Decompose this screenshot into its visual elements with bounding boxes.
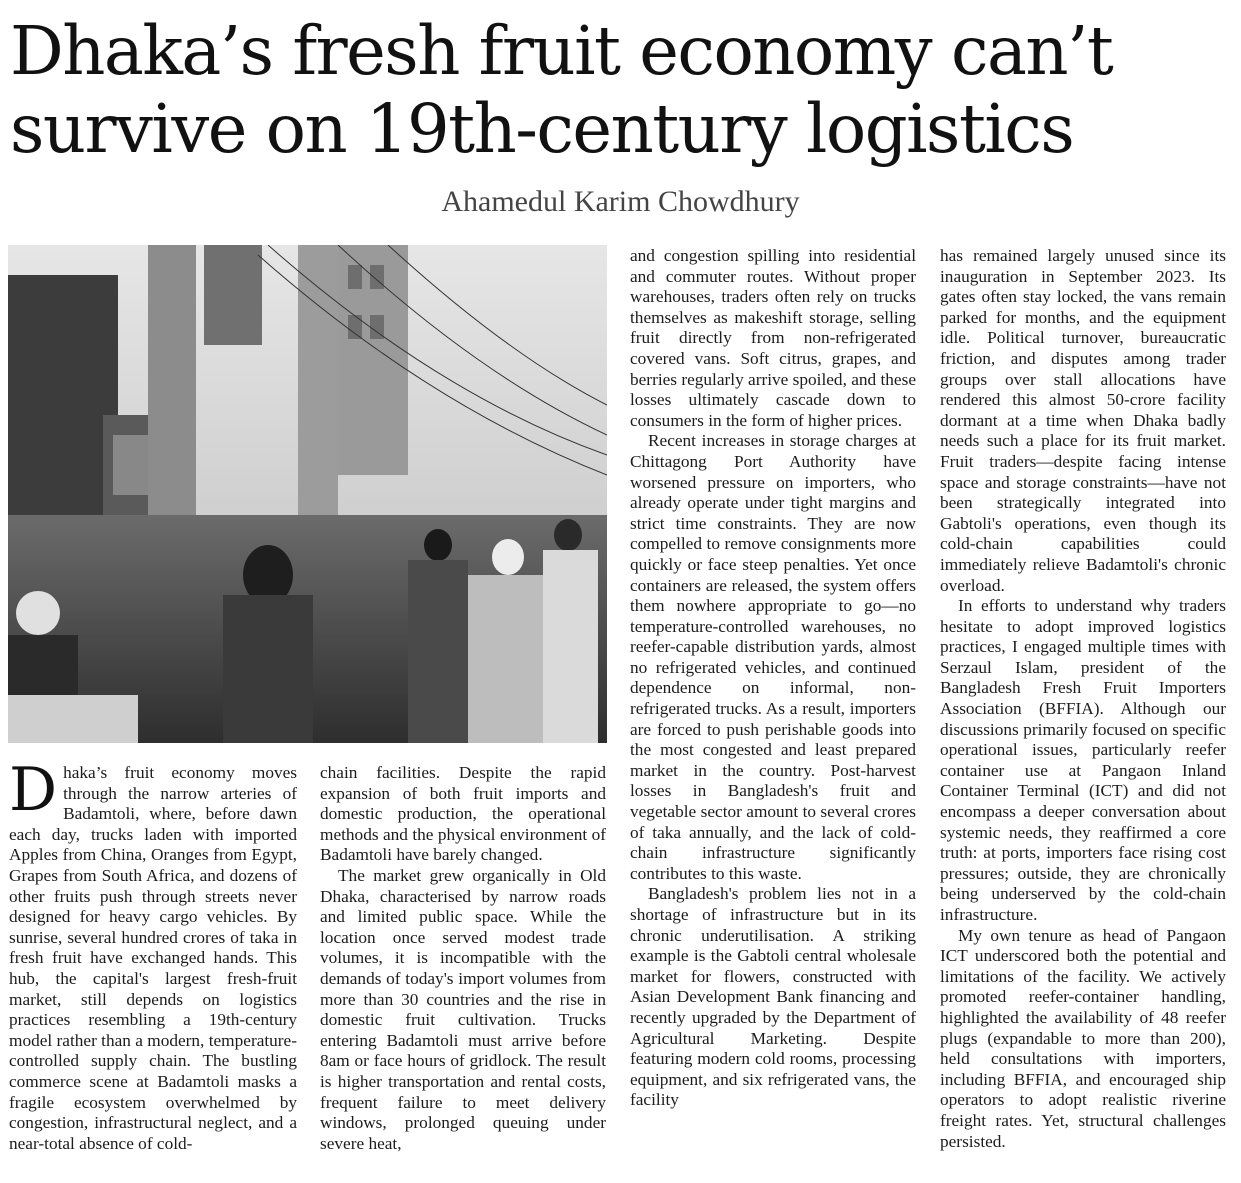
paragraph-6: My own tenure as head of Pangaon ICT underscored both the potential and limitations of the facility. We actively promoted reefer-container handling, highlighted the availability of 48 reefer plugs (expandable to more than 200), held consultations with importers, including BFFIA, and encouraged ship operators to adopt realistic riverine freight rates. Yet, structural challenges persisted.: [940, 925, 1226, 1151]
column-2: [320, 763, 606, 1154]
paragraph-1: Dhaka’s fruit economy moves through the narrow arteries of Badamtoli, where, before dawn each day, trucks laden with imported Apples from China, Oranges from Egypt, Grapes from South Africa, and dozens of other fruits push through streets never designed for heavy cargo vehicles. By sunrise, several hundred crores of taka in fresh fruit have exchanged hands. This hub, the capital's largest fresh-fruit market, still depends on logistics practices resembling a 19th-century model rather than a modern, temperature-controlled supply chain. The bustling commerce scene at Badamtoli masks a fragile ecosystem overwhelmed by congestion, infrastructural neglect, and a near-total absence of cold-: [9, 755, 297, 1153]
paragraph-1-continued: chain facilities. Despite the rapid expansion of both fruit imports and domestic production, the operational methods and the physical environment of Badamtoli have barely changed.: [320, 763, 606, 865]
column-1: [9, 755, 297, 1154]
drop-cap: D: [9, 755, 58, 825]
paragraph-5: In efforts to understand why traders hesitate to adopt improved logistics practices, I engaged multiple times with Serzaul Islam, president of the Bangladesh Fresh Fruit Importers Association (BFFIA). Although our discussions primarily focused on specific operational issues, particularly reefer container use at Pangaon Inland Container Terminal (ICT) and did not encompass a deeper conversation about systemic needs, they reaffirmed a core truth: at ports, importers face rising cost pressures; outside, they are chronically being underserved by the cold-chain infrastructure.: [940, 596, 1226, 924]
byline: Ahamedul Karim Chowdhury: [441, 185, 800, 218]
paragraph-4: Bangladesh's problem lies not in a shortage of infrastructure but in its chronic underutilisation. A striking example is the Gabtoli central wholesale market for flowers, constructed with Asian Development Bank financing and recently upgraded by the Department of Agricultural Marketing. Despite featuring modern cold rooms, processing equipment, and six refrigerated vans, the facility: [630, 884, 916, 1110]
headline: Dhaka’s fresh fruit economy can’t survive on 19th-century logistics: [10, 12, 1113, 168]
paragraph-2-continued: and congestion spilling into residential and commuter routes. Without proper warehouses, traders often rely on trucks themselves as makeshift storage, selling fruit directly from non-refrigerated covered vans. Soft citrus, grapes, and berries regularly arrive spoiled, and these losses ultimately cascade down to consumers in the form of higher prices.: [630, 246, 916, 430]
paragraph-3: Recent increases in storage charges at Chittagong Port Authority have worsened pressure on importers, who already operate under tight margins and strict time constraints. They are now compelled to remove consignments more quickly or face steep penalties. Yet once containers are released, the system offers them nowhere appropriate to go—no temperature-controlled warehouses, no reefer-capable distribution yards, almost no refrigerated vehicles, and continued dependence on informal, non-refrigerated trucks. As a result, importers are forced to push perishable goods into the most congested and least prepared market in the country. Post-harvest losses in Bangladesh's fruit and vegetable sector amount to several crores of taka annually, and the lack of cold-chain infrastructure significantly contributes to this waste.: [630, 431, 916, 883]
market-street-photo: [8, 245, 607, 743]
paragraph-4-continued: has remained largely unused since its inauguration in September 2023. Its gates often stay locked, the vans remain parked for months, and the equipment idle. Political turnover, bureaucratic friction, and disputes among trader groups over stall allocations have rendered this almost 50-crore facility dormant at a time when Dhaka badly needs such a place for its fruit market. Fruit traders—despite facing intense space and storage constraints—have not been strategically integrated into Gabtoli's operations, even though its cold-chain capabilities could immediately relieve Badamtoli's chronic overload.: [940, 246, 1226, 595]
column-4: [940, 246, 1226, 1152]
paragraph-2: The market grew organically in Old Dhaka, characterised by narrow roads and limited public space. While the location once served modest trade volumes, it is incompatible with the demands of today's import volumes from more than 30 countries and the rise in domestic fruit cultivation. Trucks entering Badamtoli must arrive before 8am or face hours of gridlock. The result is higher transportation and rental costs, frequent failure to meet delivery windows, prolonged queuing under severe heat,: [320, 865, 606, 1153]
column-3: [630, 246, 916, 1111]
